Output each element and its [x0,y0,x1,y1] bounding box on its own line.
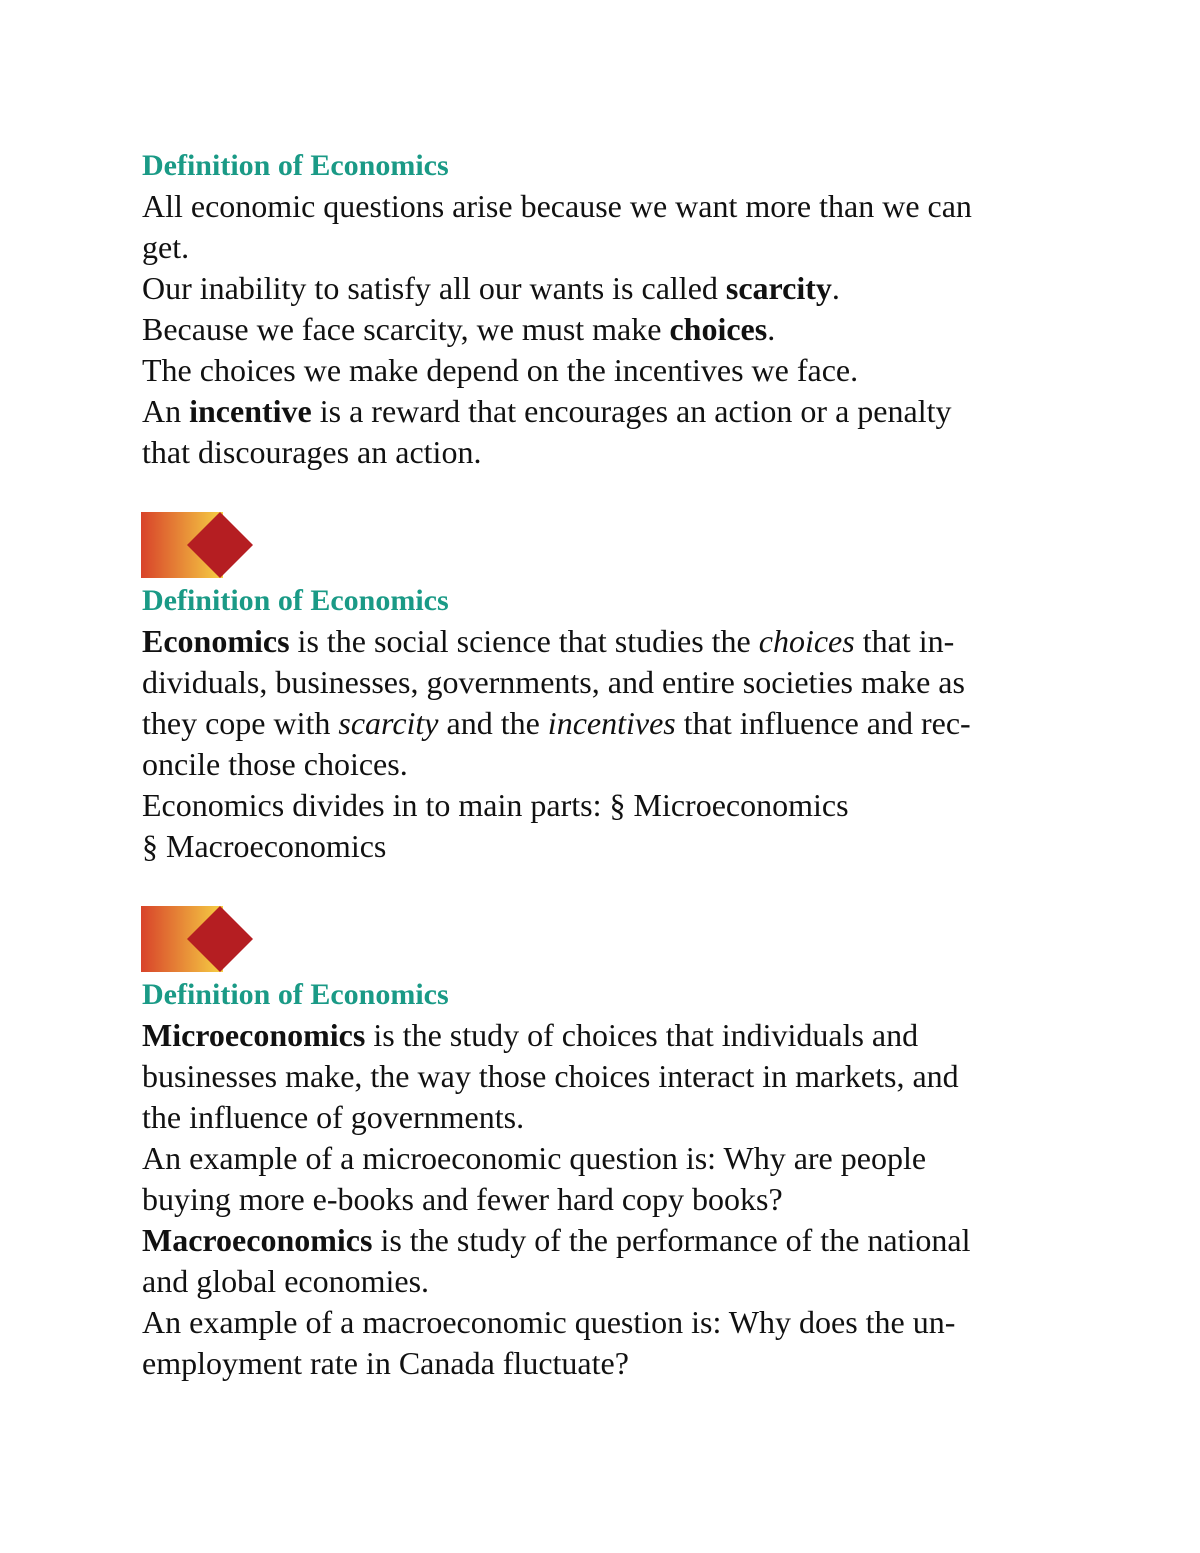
section-body [142,1015,1072,1384]
text-run: An example of a macroeconomic question is: Why does the un- [142,1304,956,1340]
section-body [142,621,1072,867]
italic-term: scarcity [338,705,439,741]
body-line [142,1097,1072,1138]
text-run: An [142,393,190,429]
text-run: that discourages an action. [142,434,482,470]
section-heading: Definition of Economics [142,584,449,617]
section-heading: Definition of Economics [142,978,449,1011]
text-run: and global economies. [142,1263,430,1299]
text-run: the influence of governments. [142,1099,525,1135]
text-run: The choices we make depend on the incentives we face. [142,352,859,388]
body-line [142,1343,1072,1384]
body-line [142,350,1072,391]
text-run: All economic questions arise because we want more than we can [142,188,972,224]
text-run: § Macroeconomics [142,828,387,864]
text-run: is the social science that studies the [289,623,759,659]
text-run: . [831,270,840,306]
gradient-diamond-icon [141,906,253,972]
body-line [142,186,1072,227]
text-run: businesses make, the way those choices interact in markets, and [142,1058,959,1094]
text-run: employment rate in Canada fluctuate? [142,1345,629,1381]
text-run: and the [438,705,548,741]
body-line [142,1179,1072,1220]
text-run: they cope with [142,705,339,741]
text-run: dividuals, businesses, governments, and entire societies make as [142,664,965,700]
body-line [142,268,1072,309]
text-run: is the study of the performance of the national [372,1222,971,1258]
text-run: that in- [854,623,955,659]
body-line [142,1220,1072,1261]
section-definition-economics [142,580,1072,867]
bold-term: Economics [142,623,290,659]
body-line [142,391,1072,432]
body-line [142,826,1072,867]
body-line [142,432,1072,473]
text-run: Our inability to satisfy all our wants is called [142,270,726,306]
bold-term: scarcity [725,270,832,306]
body-line [142,227,1072,268]
text-run: that influence and rec- [675,705,971,741]
text-run: An example of a microeconomic question is: Why are people [142,1140,927,1176]
bold-term: choices [669,311,768,347]
italic-term: choices [758,623,855,659]
text-run: get. [142,229,190,265]
italic-term: incentives [547,705,676,741]
body-line [142,1261,1072,1302]
body-line [142,785,1072,826]
bold-term: Microeconomics [142,1017,366,1053]
body-line [142,744,1072,785]
text-run: oncile those choices. [142,746,408,782]
gradient-diamond-icon [141,512,253,578]
bold-term: Macroeconomics [142,1222,373,1258]
text-run: Because we face scarcity, we must make [142,311,670,347]
text-run: buying more e-books and fewer hard copy books? [142,1181,783,1217]
text-run: Economics divides in to main parts: § Microeconomics [142,787,849,823]
section-heading: Definition of Economics [142,149,449,182]
section-micro-macro [142,974,1072,1384]
body-line [142,1302,1072,1343]
body-line [142,703,1072,744]
section-body [142,186,1072,473]
body-line [142,1056,1072,1097]
section-definition-scarcity [142,145,1072,473]
body-line [142,309,1072,350]
text-run: is the study of choices that individuals and [365,1017,919,1053]
text-run: is a reward that encourages an action or a penalty [311,393,952,429]
body-line [142,1138,1072,1179]
body-line [142,662,1072,703]
text-run: . [767,311,776,347]
body-line [142,621,1072,662]
body-line [142,1015,1072,1056]
bold-term: incentive [189,393,312,429]
